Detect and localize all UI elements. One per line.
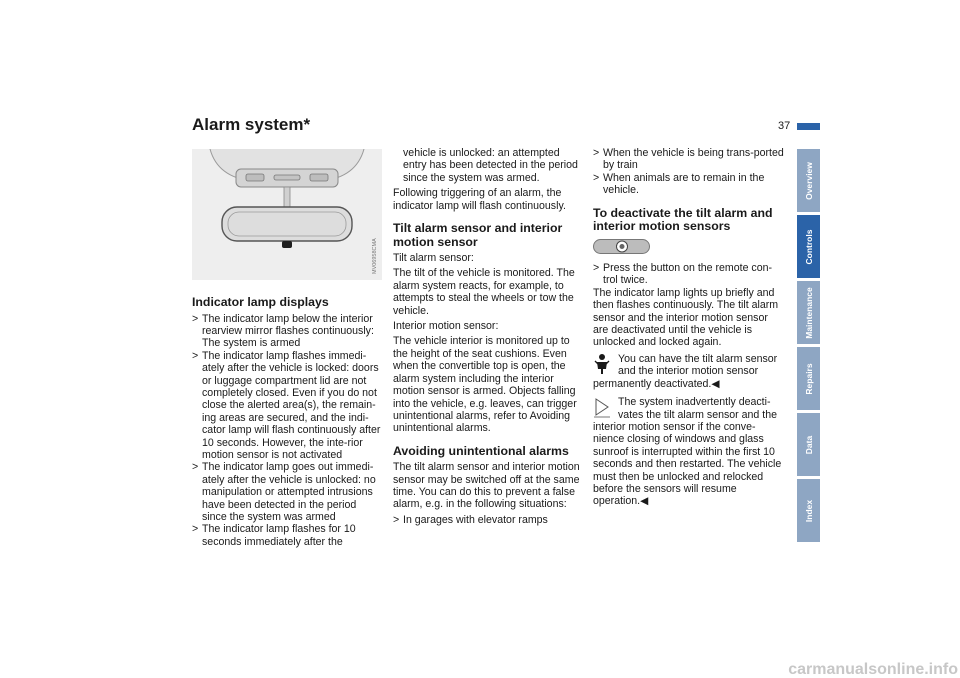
- bullet-text: When the vehicle is being trans-ported by train: [603, 147, 784, 172]
- tab-label: Data: [803, 435, 814, 454]
- tab-controls[interactable]: [797, 215, 820, 278]
- tab-label: Index: [803, 499, 814, 522]
- bullet-marker: >: [593, 147, 600, 159]
- tab-index[interactable]: [797, 479, 820, 542]
- tab-data[interactable]: [797, 413, 820, 476]
- list-item: [192, 523, 382, 548]
- figure-code: MV06958CMA: [372, 238, 378, 274]
- watermark-text: carmanualsonline.info: [788, 661, 958, 678]
- watermark: [0, 660, 960, 678]
- heading-indicator-lamp: Indicator lamp displays: [192, 295, 329, 309]
- note-text: You can have the tilt alarm sensor and the interior motion sensor permanently deactivated.◀: [593, 352, 778, 390]
- heading-avoiding-alarms: Avoiding unintentional alarms: [393, 443, 569, 458]
- rearview-mirror-figure: [192, 149, 382, 280]
- list-item: [393, 514, 585, 526]
- note-triangle-icon: [593, 396, 611, 418]
- list-item: [593, 147, 785, 172]
- note-caution: [593, 396, 785, 508]
- bullet-text: The indicator lamp flashes for 10 seconds immediately after the: [202, 523, 356, 548]
- tab-label: Maintenance: [803, 286, 814, 339]
- list-item: [192, 313, 382, 350]
- bullet-marker: >: [593, 171, 600, 184]
- bullet-text: The indicator lamp below the interior rearview mirror flashes continuously: The system is armed: [202, 312, 374, 350]
- side-tab-bar: [797, 149, 820, 545]
- bullet-marker: >: [192, 523, 199, 536]
- list-item: [593, 262, 785, 287]
- note-text: The system inadvertently deacti-vates the tilt alarm sensor and the interior motion sensor if the conve-nience closing of windows and glass sunroof is interrupted within the first 10 seconds and then restarted. The vehicle must then be unlocked and relocked before the sensors will resume operation.◀: [593, 396, 782, 508]
- bullet-text: The indicator lamp flashes immedi-ately after the vehicle is locked: doors or luggage compartment lid are not completely closed. Even if you do not close the alerted area(s), the remain-ing areas are secured, and the indi-cator lamp will flash continuously after 10 seconds. However, the inte-rior motion sensor is not activated: [202, 349, 381, 461]
- tab-repairs[interactable]: [797, 347, 820, 410]
- paragraph: The tilt alarm sensor and interior motion sensor may be switched off at the same time. You can do this to prevent a false alarm, e.g. in the following situations:: [393, 461, 580, 511]
- tab-maintenance[interactable]: [797, 281, 820, 344]
- bullet-text: The indicator lamp goes out immedi-ately after the vehicle is unlocked: no manipulation or attempted intrusions have been detected in the period since the system was armed: [202, 461, 376, 523]
- tab-label: Overview: [803, 161, 814, 200]
- service-mechanic-icon: [593, 353, 611, 375]
- bullet-marker: >: [192, 461, 199, 474]
- paragraph: Following triggering of an alarm, the indicator lamp will flash continuously.: [393, 187, 566, 212]
- heading-tilt-alarm: Tilt alarm sensor and interior motion sensor: [393, 221, 563, 249]
- bullet-marker: >: [393, 513, 400, 526]
- bullet-marker: >: [192, 349, 199, 362]
- page-title: Alarm system*: [192, 115, 311, 134]
- paragraph: Interior motion sensor:: [393, 320, 499, 333]
- paragraph: The indicator lamp lights up briefly and then flashes continuously. The tilt alarm sensor and the interior motion sensor are deactivated until the vehicle is unlocked and locked again.: [593, 286, 779, 349]
- bullet-text: When animals are to remain in the vehicle.: [603, 171, 765, 197]
- list-item: [593, 172, 785, 197]
- bullet-marker: >: [192, 312, 199, 325]
- tab-label: Controls: [803, 229, 814, 264]
- heading-deactivate: To deactivate the tilt alarm and interior motion sensors: [593, 205, 773, 234]
- remote-control-icon: [593, 239, 650, 254]
- list-item: [192, 350, 382, 462]
- bullet-text: In garages with elevator ramps: [403, 513, 548, 526]
- tab-label: Repairs: [803, 362, 814, 395]
- page-marker: [797, 123, 820, 130]
- tab-overview[interactable]: [797, 149, 820, 212]
- bullet-marker: >: [593, 262, 600, 275]
- paragraph: The vehicle interior is monitored up to the height of the seat cushions. Even when the convertible top is open, the alarm system including the interior motion sensor is armed. Objects falling into the vehicle, e.g. leaves, can trigger unintentional alarms, refer to Avoiding unintentional alarms.: [393, 335, 577, 435]
- rearview-mirror-illustration: [192, 149, 382, 280]
- bullet-continuation: vehicle is unlocked: an attempted entry has been detected in the period since the system was armed.: [403, 147, 578, 184]
- column-middle: [393, 147, 585, 526]
- page-number: 37: [778, 120, 791, 132]
- column-right: [593, 147, 785, 514]
- note-service: [593, 353, 785, 390]
- paragraph: The tilt of the vehicle is monitored. The alarm system reacts, for example, to attempts to steal the wheels or tow the vehicle.: [393, 267, 575, 317]
- paragraph: Tilt alarm sensor:: [393, 252, 474, 265]
- list-item: [192, 461, 382, 523]
- column-left: [192, 296, 382, 548]
- bullet-text: Press the button on the remote con-trol twice.: [603, 262, 773, 287]
